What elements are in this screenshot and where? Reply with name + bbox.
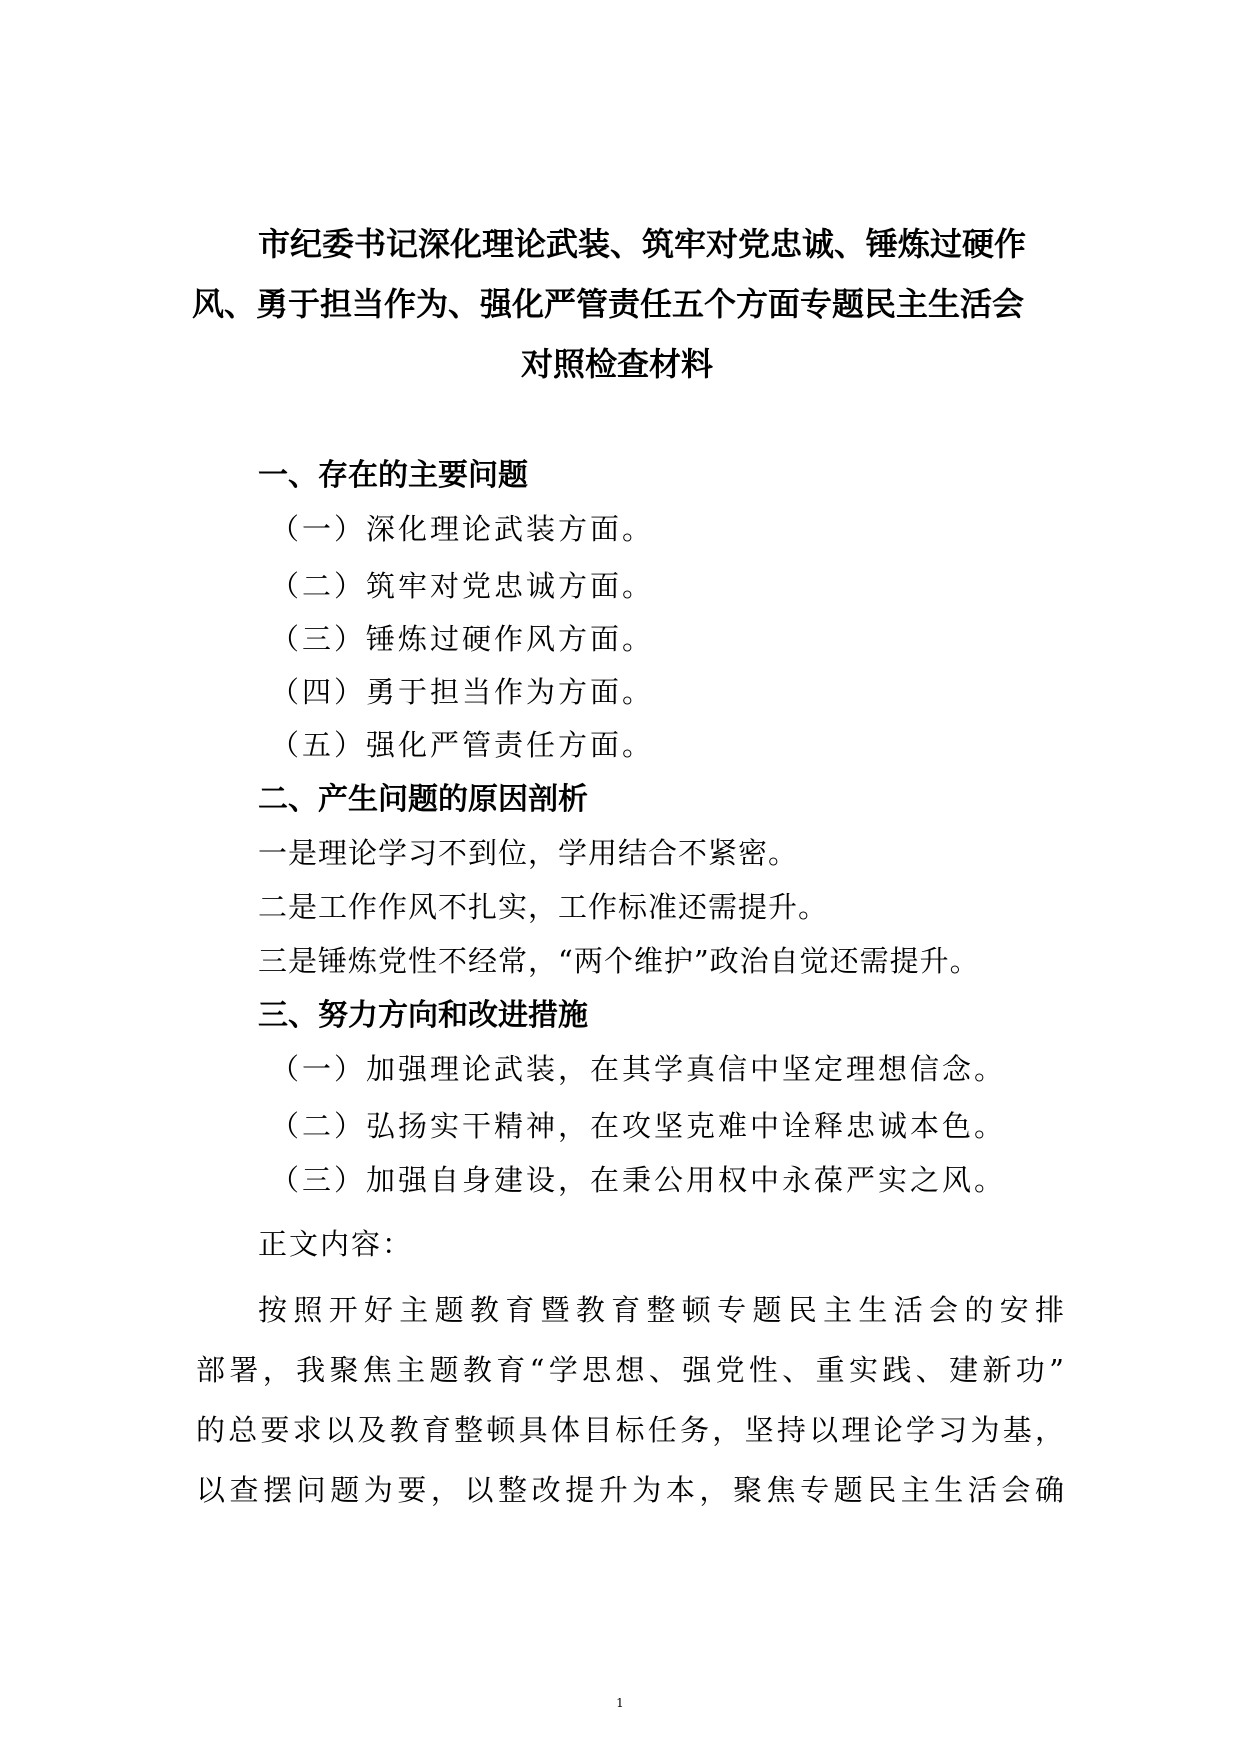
section-1-item-5: （五）强化严管责任方面。 <box>270 728 655 762</box>
body-paragraph-line-1: 按照开好主题教育暨教育整顿专题民主生活会的安排 <box>258 1293 1066 1327</box>
body-label: 正文内容： <box>258 1227 414 1261</box>
section-1-item-2: （二）筑牢对党忠诚方面。 <box>270 569 655 603</box>
section-1-item-3: （三）锤炼过硬作风方面。 <box>270 622 655 656</box>
body-paragraph-line-4: 以查摆问题为要，以整改提升为本，聚焦专题民主生活会确 <box>196 1473 1066 1507</box>
section-2-heading: 二、产生问题的原因剖析 <box>258 782 588 817</box>
section-2-item-3: 三是锤炼党性不经常，“两个维护”政治自觉还需提升。 <box>258 944 980 978</box>
title-line-2: 风、勇于担当作为、强化严管责任五个方面专题民主生活会 <box>192 285 1025 323</box>
section-1-item-4: （四）勇于担当作为方面。 <box>270 675 655 709</box>
body-paragraph-line-2: 部署，我聚焦主题教育“学思想、强党性、重实践、建新功” <box>196 1353 1066 1387</box>
section-2-item-1: 一是理论学习不到位，学用结合不紧密。 <box>258 836 799 870</box>
section-1-heading: 一、存在的主要问题 <box>258 458 528 493</box>
section-3-item-3: （三）加强自身建设，在秉公用权中永葆严实之风。 <box>270 1163 1007 1197</box>
title-line-3: 对照检查材料 <box>521 345 714 383</box>
section-2-item-2: 二是工作作风不扎实，工作标准还需提升。 <box>258 890 829 924</box>
section-1-item-1: （一）深化理论武装方面。 <box>270 512 655 546</box>
title-line-1: 市纪委书记深化理论武装、筑牢对党忠诚、锤炼过硬作 <box>258 225 1027 263</box>
page-number: 1 <box>616 1696 624 1710</box>
section-3-item-1: （一）加强理论武装，在其学真信中坚定理想信念。 <box>270 1052 1007 1086</box>
section-3-heading: 三、努力方向和改进措施 <box>258 998 588 1033</box>
body-paragraph-line-3: 的总要求以及教育整顿具体目标任务，坚持以理论学习为基， <box>196 1413 1066 1447</box>
section-3-item-2: （二）弘扬实干精神，在攻坚克难中诠释忠诚本色。 <box>270 1109 1007 1143</box>
